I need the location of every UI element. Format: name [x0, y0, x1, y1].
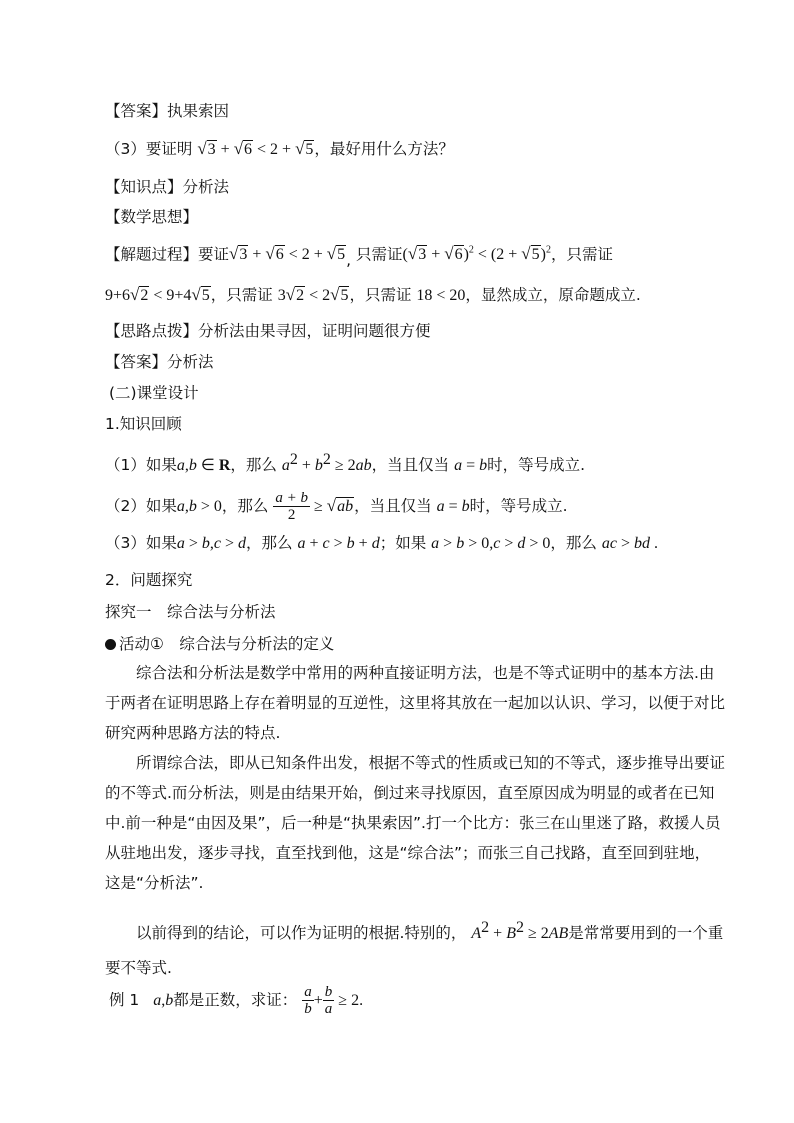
fraction-a-over-b: $\frac{a}{b}$ — [304, 984, 312, 1017]
solution-line-1: 【解题过程】要证√3 + √6 < 2 + √5, 只需证$(√3 + √6)^2 < (2 + √5)^2$，只需证 — [105, 244, 613, 270]
math-thought-label: 【数学思想】 — [105, 208, 199, 226]
solution-text-6: ，显然成立，原命题成立. — [465, 286, 641, 304]
knowledge-point-line — [105, 176, 229, 198]
solution-text-3: ，只需证 — [550, 245, 613, 264]
answer-line-1 — [105, 100, 229, 122]
paragraph-3-text-b: 是常常要用到的一个重要不等式. — [105, 924, 724, 978]
example-1: 例 1 a,b都是正数，求证： $\frac{a}{b}$ + $\frac{b}{a}$ ≥ 2. — [109, 984, 364, 1017]
math-expr-5: 18 < 20 — [416, 287, 466, 304]
paragraph-2-text: 所谓综合法，即从已知条件出发，根据不等式的性质或已知的不等式，逐步推导出要证的不等式.而分析法，则是由结果开始，倒过来寻找原因，直至原因成为明显的或者在已知中.前一种是“由因及果”，后一种是“执果索因”.打一个比方：张三在山里迷了路，救援人员从驻地出发，逐步寻找，直至找到他，这是“综合法”；而张三自己找路，直至回到驻地，这是“分析法”. — [105, 754, 726, 892]
answer-text-2: 分析法 — [167, 353, 214, 371]
review-1-t2: ，当且仅当 — [371, 456, 450, 475]
example-label: 例 1 — [109, 991, 140, 1009]
review-1-t3: 时，等号成立. — [487, 456, 586, 475]
answer-label: 【答案】 — [105, 102, 168, 120]
math-expr-4: 3√2 < 2√5 — [277, 285, 349, 304]
review-2-prefix: （2）如果 — [105, 497, 177, 515]
solution-text-5: ，只需证 — [349, 286, 412, 304]
paragraph-2 — [105, 748, 725, 898]
fraction-a-plus-b-over-2: $\frac{a + b}{2}$ — [275, 490, 308, 523]
review-3-t1: ，那么 — [246, 534, 293, 552]
solution-line-2 — [105, 284, 641, 307]
solution-label: 【解题过程】 — [105, 245, 199, 264]
section-heading-exploration-one: 探究一 综合法与分析法 — [105, 603, 276, 621]
math-a2-b2-2ab: $A^2 + B^2 \ge 2AB$ — [471, 919, 569, 943]
solution-text-4: ，只需证 — [210, 286, 273, 304]
review-2-t3: 时，等号成立. — [469, 497, 568, 515]
fraction-b-over-a: $\frac{b}{a}$ — [324, 984, 333, 1017]
answer-text: 执果索因 — [167, 102, 230, 120]
question-3-line — [105, 138, 454, 161]
review-item-3: （3）如果a > b,c > d，那么 a + c > b + d；如果 a > b > 0,c > d > 0，那么 ac > bd . — [105, 534, 658, 552]
review-1-t1: ，那么 — [230, 456, 277, 475]
question-prefix: （3）要证明 — [105, 140, 193, 158]
review-3-t3: ，那么 — [550, 534, 597, 552]
question-suffix: ，最好用什么方法？ — [314, 140, 454, 158]
math-expr-1: √3 + √6 < 2 + √5 — [229, 244, 346, 264]
hint-line — [105, 320, 431, 342]
hint-text: 分析法由果寻因，证明问题很方便 — [198, 322, 431, 340]
hint-label: 【思路点拨】 — [105, 322, 199, 340]
paragraph-3-text-a: 以前得到的结论，可以作为证明的根据.特别的， — [136, 924, 467, 943]
example-text: 都是正数，求证： — [173, 991, 298, 1009]
paragraph-1-text: 综合法和分析法是数学中常用的两种直接证明方法，也是不等式证明中的基本方法.由于两者在证明思路上存在着明显的互逆性，这里将其放在一起加以认识、学习，以便于对比研究两种思路方法的特点. — [105, 664, 726, 742]
review-3-prefix: （3）如果 — [105, 534, 177, 552]
section-heading-knowledge-review: 1.知识回顾 — [105, 415, 182, 433]
section-heading-problem-exploration: 2．问题探究 — [105, 571, 193, 589]
review-item-1: （1）如果a,b ∈ R，那么 $a^2 + b^2 \ge 2ab$，当且仅当 a = b时，等号成立. — [105, 451, 586, 475]
knowledge-text: 分析法 — [182, 178, 230, 196]
knowledge-label: 【知识点】 — [105, 178, 183, 196]
math-thought-line — [105, 206, 198, 228]
review-2-t2: ，当且仅当 — [354, 497, 432, 515]
paragraph-3 — [105, 911, 725, 985]
review-item-2: （2）如果a,b > 0，那么 $\frac{a + b}{2}$ ≥ √ab，当且仅当 a = b时，等号成立. — [105, 490, 568, 523]
paragraph-1 — [105, 658, 725, 748]
review-3-t2: ；如果 — [379, 534, 427, 552]
answer-label-2: 【答案】 — [105, 353, 168, 371]
answer-line-2 — [105, 351, 214, 373]
activity-title: 活动① 综合法与分析法的定义 — [119, 635, 335, 653]
review-1-prefix: （1）如果 — [105, 456, 177, 475]
review-2-t1: ，那么 — [221, 497, 269, 515]
math-inequality: √3 + √6 < 2 + √5 — [197, 139, 314, 158]
solution-text-2: 只需证 — [356, 245, 403, 264]
math-expr-2: $(√3 + √6)^2 < (2 + √5)^2$ — [402, 244, 551, 264]
section-heading-class-design: (二)课堂设计 — [109, 384, 199, 402]
bullet-icon — [105, 639, 116, 650]
activity-heading — [105, 633, 334, 655]
math-expr-3: 9+6√2 < 9+4√5 — [105, 285, 210, 304]
solution-text-1: 要证 — [198, 245, 230, 264]
